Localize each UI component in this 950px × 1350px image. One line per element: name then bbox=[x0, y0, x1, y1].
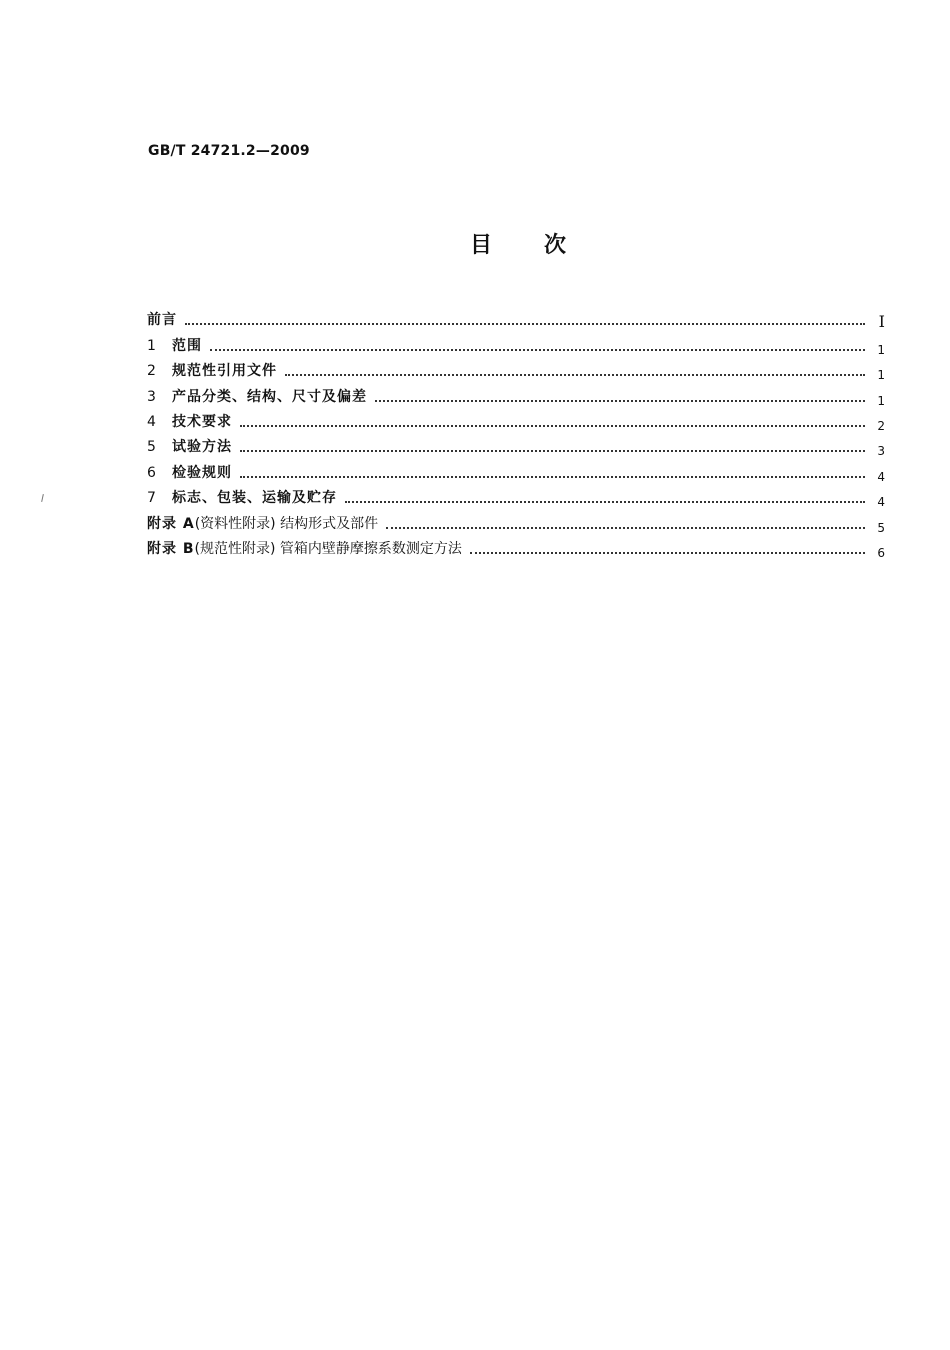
toc-entry-label bbox=[147, 515, 378, 533]
page-title bbox=[0, 228, 950, 258]
toc-entry-test-methods[interactable] bbox=[147, 431, 885, 459]
toc-page-number: 5 bbox=[877, 520, 885, 535]
toc-entry-classification[interactable] bbox=[147, 380, 885, 408]
toc-entry-label: 检验规则 bbox=[172, 464, 232, 481]
standard-code: GB/T 24721.2—2009 bbox=[148, 143, 310, 159]
scan-speck bbox=[41, 494, 44, 502]
toc-entry-appendix-b[interactable] bbox=[147, 533, 885, 558]
toc-leader-dots bbox=[285, 374, 865, 376]
toc-entry-label bbox=[147, 540, 462, 558]
toc-entry-number: 1 bbox=[147, 337, 156, 354]
toc-leader-dots bbox=[185, 323, 865, 325]
toc-entry-number: 3 bbox=[147, 388, 156, 405]
toc-entry-number: 2 bbox=[147, 363, 156, 380]
appendix-label: 附录 A bbox=[147, 515, 195, 532]
page-title-char-2: 次 bbox=[544, 233, 567, 258]
toc-entry-label: 产品分类、结构、尺寸及偏差 bbox=[172, 388, 367, 405]
toc-page-number: 1 bbox=[877, 342, 885, 357]
toc-entry-number: 5 bbox=[147, 439, 156, 456]
toc-page-number: Ⅰ bbox=[878, 312, 885, 332]
toc-entry-label: 范围 bbox=[172, 337, 202, 354]
toc-entry-scope[interactable] bbox=[147, 329, 885, 357]
toc-entry-number: 7 bbox=[147, 490, 156, 507]
toc-page-number: 3 bbox=[877, 444, 885, 459]
toc-page-number: 6 bbox=[877, 545, 885, 560]
toc-entry-label: 规范性引用文件 bbox=[172, 363, 277, 380]
toc-leader-dots bbox=[240, 476, 865, 478]
toc-page-number: 4 bbox=[877, 495, 885, 510]
toc-entry-number: 4 bbox=[147, 413, 156, 430]
toc-entry-foreword[interactable] bbox=[147, 304, 885, 332]
toc-page-number: 4 bbox=[877, 469, 885, 484]
appendix-type: (规范性附录) 管箱内壁静摩擦系数测定方法 bbox=[194, 540, 462, 557]
toc-entry-marking-packaging[interactable] bbox=[147, 482, 885, 510]
toc-entry-normative-references[interactable] bbox=[147, 355, 885, 383]
appendix-label: 附录 B bbox=[147, 540, 195, 557]
toc-page-number: 2 bbox=[877, 418, 885, 433]
toc-leader-dots bbox=[210, 349, 865, 351]
toc-page-number: 1 bbox=[877, 368, 885, 383]
toc-leader-dots bbox=[386, 527, 865, 529]
toc-entry-label: 前言 bbox=[147, 312, 177, 329]
toc-leader-dots bbox=[240, 450, 865, 452]
appendix-type: (资料性附录) 结构形式及部件 bbox=[194, 515, 379, 532]
toc-entry-label: 试验方法 bbox=[172, 439, 232, 456]
toc-entry-number: 6 bbox=[147, 464, 156, 481]
toc-entry-label: 标志、包装、运输及贮存 bbox=[172, 490, 337, 507]
toc-entry-label: 技术要求 bbox=[172, 413, 232, 430]
toc-leader-dots bbox=[375, 400, 865, 402]
toc-entry-appendix-a[interactable] bbox=[147, 507, 885, 535]
toc-leader-dots bbox=[240, 425, 865, 427]
toc-entry-inspection-rules[interactable] bbox=[147, 456, 885, 484]
toc-entry-technical-requirements[interactable] bbox=[147, 406, 885, 431]
page-title-char-1: 目 bbox=[470, 233, 493, 258]
toc-page-number: 1 bbox=[877, 393, 885, 408]
toc-leader-dots bbox=[470, 552, 865, 554]
table-of-contents bbox=[147, 304, 885, 558]
toc-leader-dots bbox=[345, 501, 865, 503]
